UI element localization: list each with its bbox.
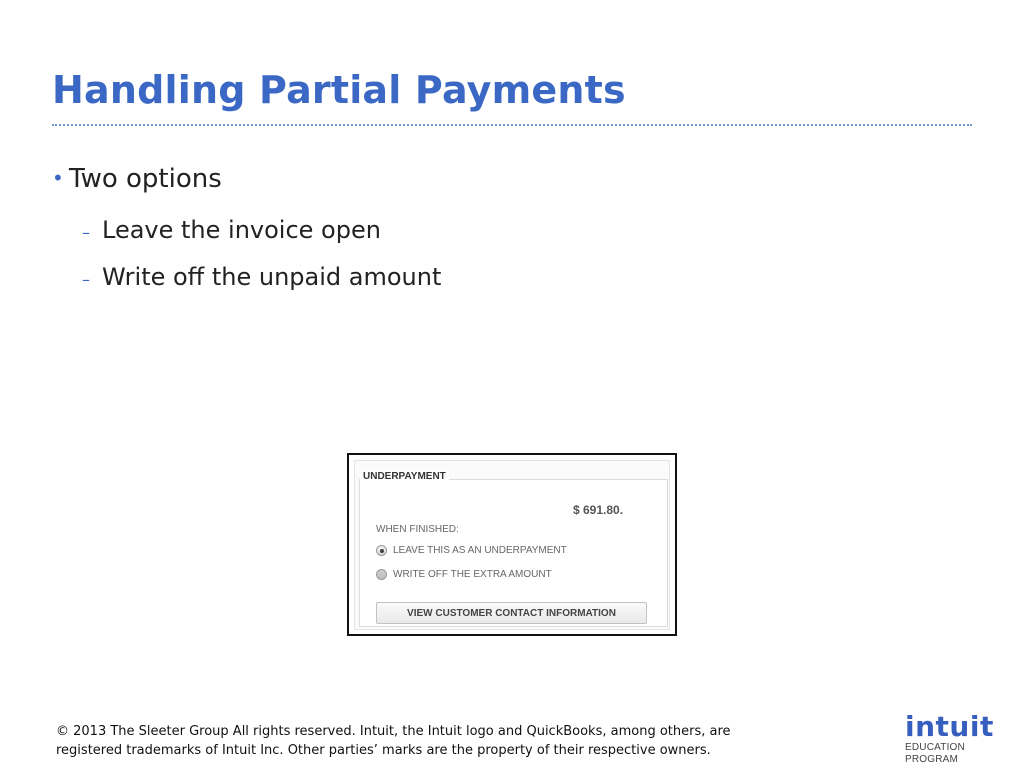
underpayment-fieldset	[359, 479, 668, 627]
underpayment-amount: $ 691.80.	[573, 503, 624, 517]
underpayment-panel	[354, 460, 670, 630]
bullet-list	[52, 164, 952, 310]
sub-bullet-marker: –	[82, 270, 90, 289]
sub-bullet-marker: –	[82, 223, 90, 242]
slide-title: Handling Partial Payments	[52, 68, 626, 112]
sub-bullet-item	[52, 263, 952, 310]
copyright-footer	[56, 722, 836, 760]
option-write-off[interactable]	[376, 569, 552, 580]
footer-line: registered trademarks of Intuit Inc. Other parties’ marks are the property of their respective owners.	[56, 743, 711, 758]
sub-bullet-item	[52, 216, 952, 263]
radio-unselected-icon[interactable]	[376, 569, 387, 580]
sub-bullet-text: Leave the invoice open	[102, 216, 381, 244]
option-label: WRITE OFF THE EXTRA AMOUNT	[393, 569, 552, 580]
logo-wordmark: intuit	[905, 710, 994, 743]
title-divider	[52, 124, 972, 126]
option-label: LEAVE THIS AS AN UNDERPAYMENT	[393, 545, 567, 556]
underpayment-screenshot	[347, 453, 677, 636]
sub-bullet-text: Write off the unpaid amount	[102, 263, 442, 291]
radio-selected-icon[interactable]	[376, 545, 387, 556]
footer-line: © 2013 The Sleeter Group All rights reserved. Intuit, the Intuit logo and QuickBooks, among others, are	[56, 724, 731, 739]
when-finished-label: WHEN FINISHED:	[376, 524, 459, 535]
bullet-text: Two options	[69, 164, 222, 194]
bullet-marker: •	[52, 166, 64, 190]
bullet-item	[52, 164, 952, 216]
intuit-logo	[905, 710, 1015, 765]
panel-legend: UNDERPAYMENT	[360, 471, 449, 483]
view-customer-contact-button[interactable]: VIEW CUSTOMER CONTACT INFORMATION	[376, 602, 647, 624]
logo-subtitle: EDUCATION PROGRAM	[905, 742, 965, 765]
option-leave-underpayment[interactable]	[376, 545, 567, 556]
